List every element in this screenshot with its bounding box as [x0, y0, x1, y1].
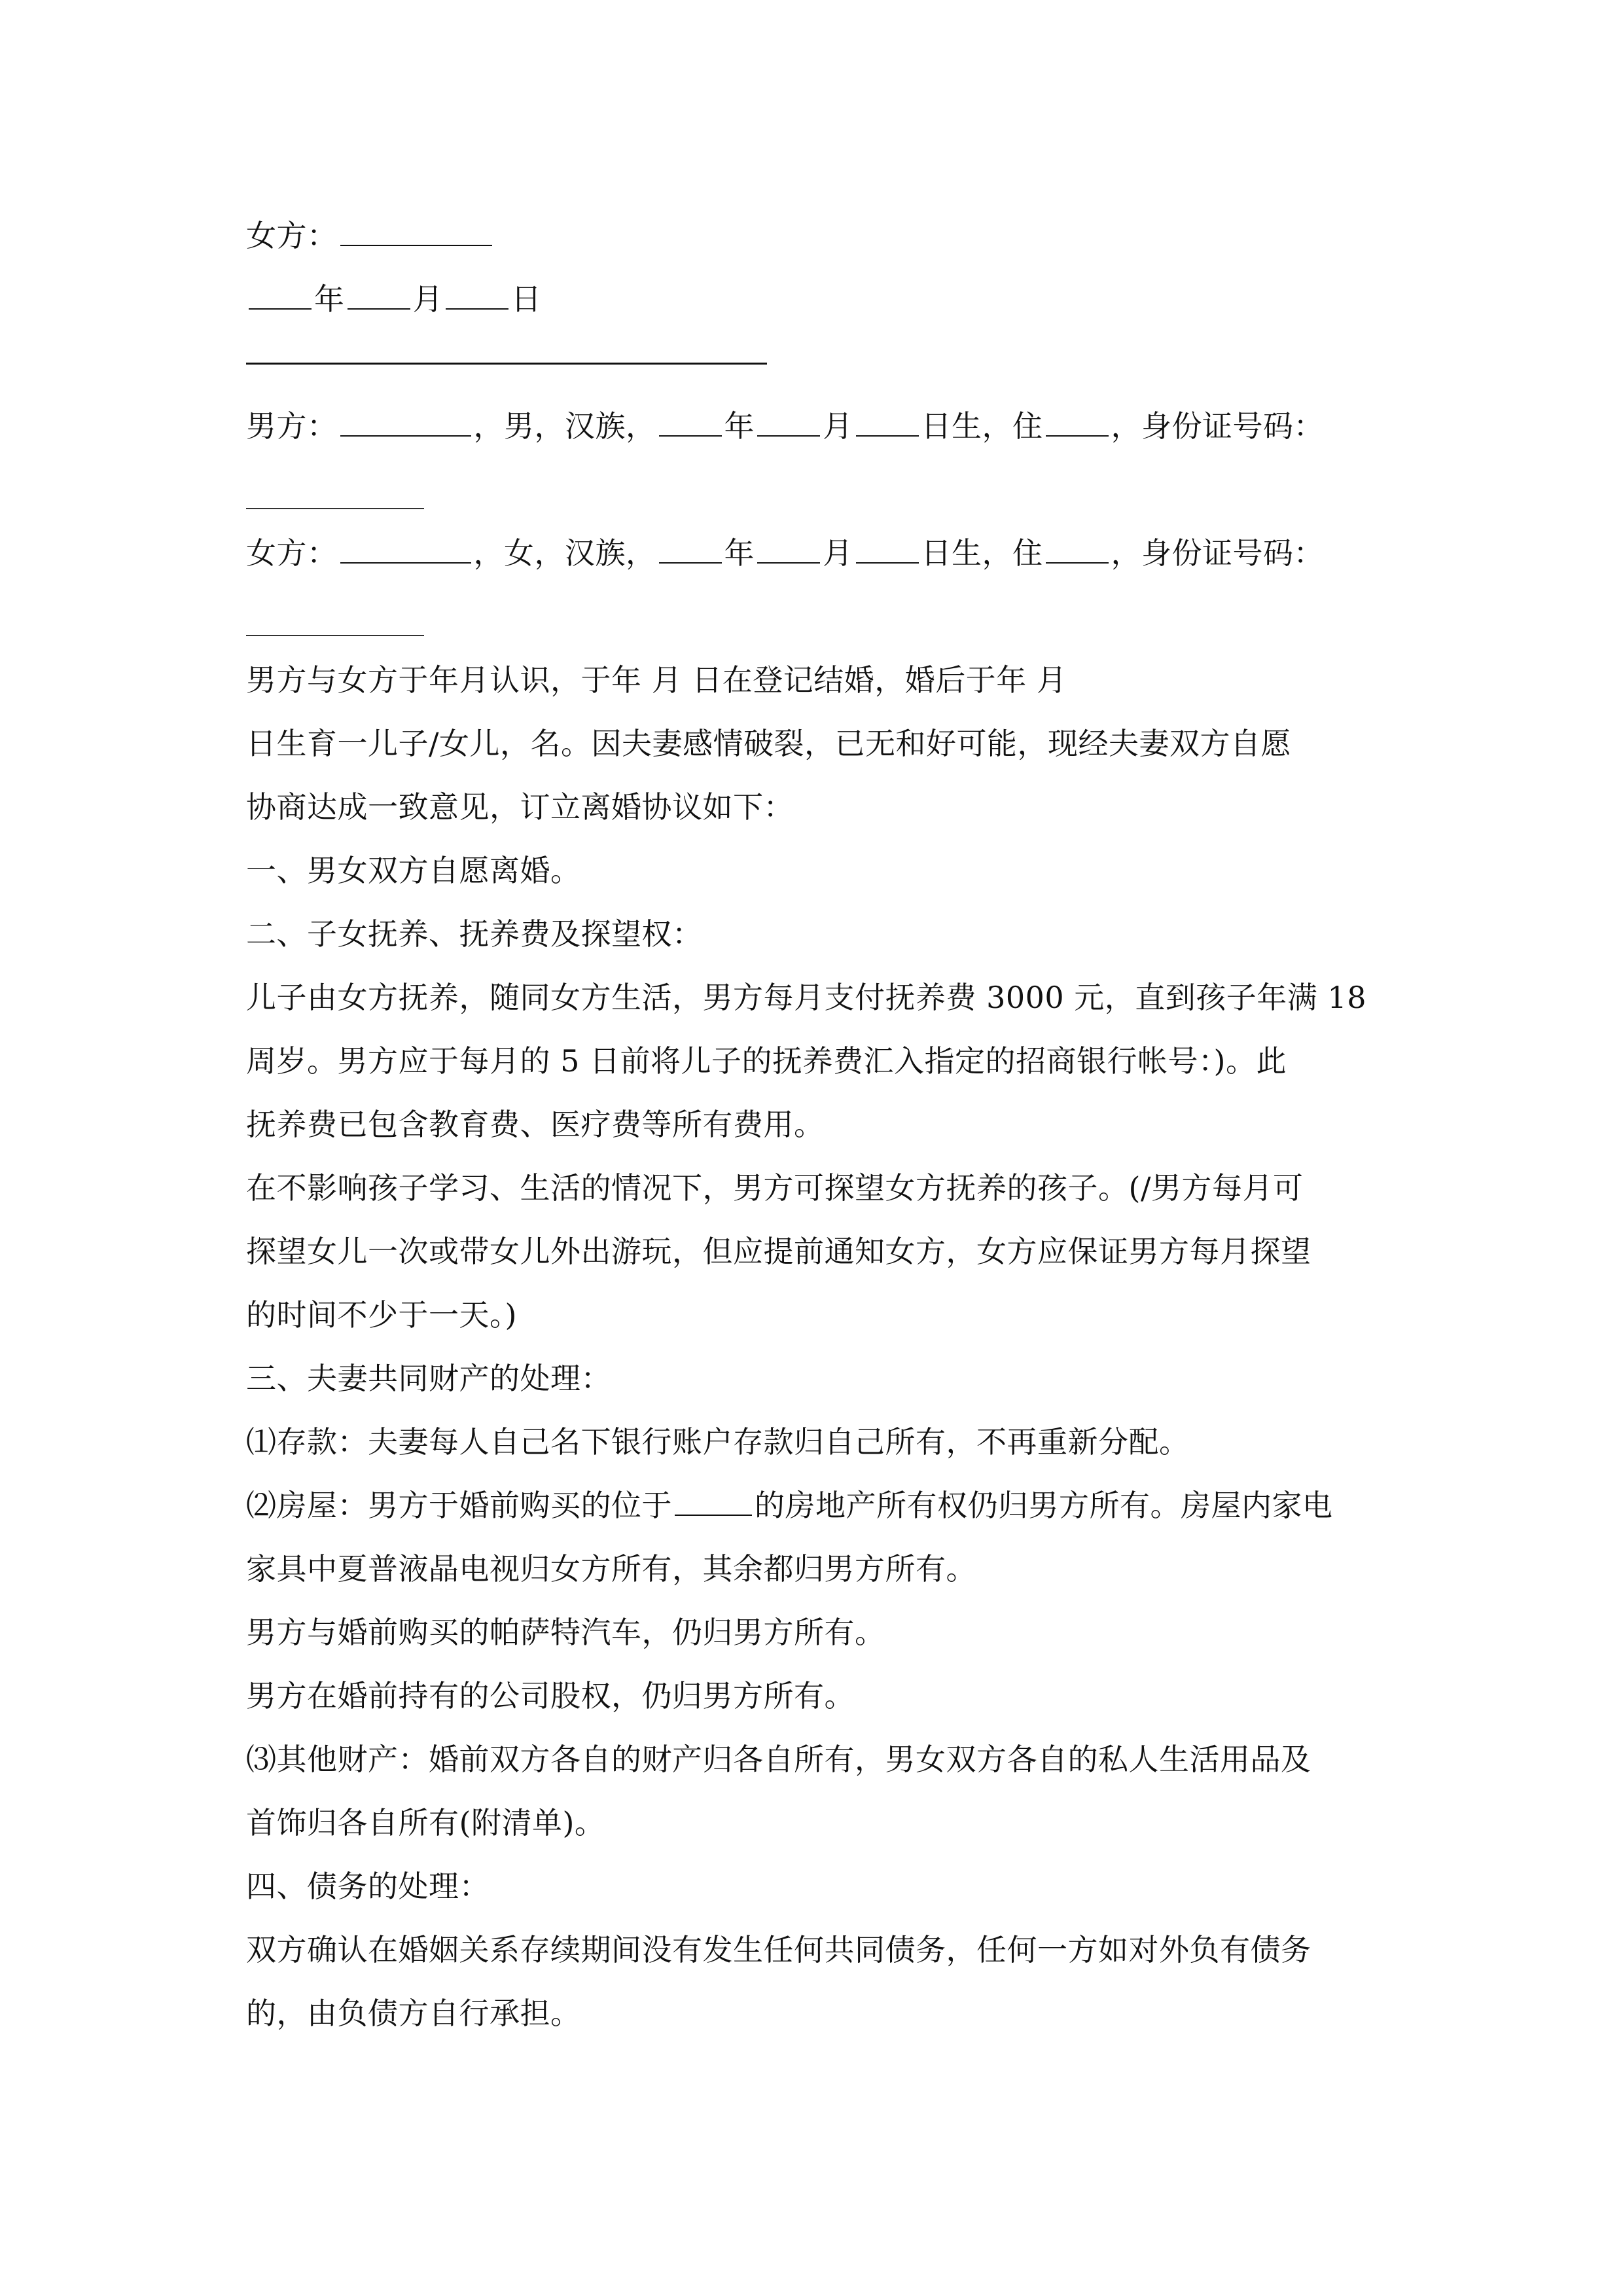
body-line: 的，由负债方自行承担。	[246, 1996, 581, 2031]
day-blank	[446, 282, 508, 310]
female-label: 女方：	[246, 535, 338, 571]
house-clause-end: 的房地产所有权仍归男方所有。房屋内家电	[755, 1488, 1333, 1523]
male-day-blank	[856, 409, 919, 437]
signature-female-line	[246, 204, 1391, 268]
date-line	[246, 268, 1391, 331]
male-id-line	[246, 458, 1391, 522]
section-heading-2: 二、子女抚养、抚养费及探望权：	[246, 916, 703, 952]
male-born: 日生，住	[921, 408, 1043, 444]
body-line: 男方在婚前持有的公司股权，仍归男方所有。	[246, 1678, 855, 1713]
section-heading-4: 四、债务的处理：	[246, 1869, 490, 1904]
body-line: 周岁。男方应于每月的 5 日前将儿子的抚养费汇入指定的招商银行帐号：)。此	[246, 1043, 1287, 1079]
date-day: 日	[511, 281, 542, 317]
body-line	[246, 1474, 1391, 1537]
body-line: 双方确认在婚姻关系存续期间没有发生任何共同债务，任何一方如对外负有债务	[246, 1932, 1311, 1967]
section-heading-1: 一、男女双方自愿离婚。	[246, 853, 581, 888]
body-line: 日生育一儿子/女儿，名。因夫妻感情破裂，已无和好可能，现经夫妻双方自愿	[246, 726, 1291, 761]
body-line: 儿子由女方抚养，随同女方生活，男方每月支付抚养费 3000 元，直到孩子年满 18	[246, 980, 1366, 1015]
body-line: 抚养费已包含教育费、医疗费等所有费用。	[246, 1107, 825, 1142]
male-gender: ，男，汉族，	[473, 408, 656, 444]
male-year: 年	[724, 408, 755, 444]
separator-rule	[246, 363, 767, 365]
female-month-blank	[757, 536, 820, 564]
body-line: 在不影响孩子学习、生活的情况下，男方可探望女方抚养的孩子。(/男方每月可	[246, 1170, 1304, 1206]
male-month: 月	[823, 408, 853, 444]
female-year: 年	[724, 535, 755, 571]
female-gender: ，女，汉族，	[473, 535, 656, 571]
month-blank	[348, 282, 410, 310]
female-address-blank	[1046, 536, 1109, 564]
signature-female-label: 女方：	[246, 218, 338, 253]
female-born: 日生，住	[921, 535, 1043, 571]
body-line: 探望女儿一次或带女儿外出游玩，但应提前通知女方，女方应保证男方每月探望	[246, 1234, 1311, 1269]
female-id-line	[246, 585, 1391, 649]
male-name-blank	[340, 409, 471, 437]
body-line: 男方与婚前购买的帕萨特汽车，仍归男方所有。	[246, 1615, 885, 1650]
document-content	[246, 204, 1391, 2045]
male-address-blank	[1046, 409, 1109, 437]
body-line: 首饰归各自所有(附清单)。	[246, 1805, 605, 1840]
female-id-label: ，身份证号码：	[1111, 535, 1324, 571]
signature-blank	[340, 219, 492, 246]
body-line: ⑴存款：夫妻每人自己名下银行账户存款归自己所有，不再重新分配。	[246, 1424, 1190, 1460]
male-party-line	[246, 395, 1391, 458]
date-year: 年	[314, 281, 345, 317]
separator-line	[246, 331, 1391, 395]
date-month: 月	[412, 281, 443, 317]
body-line: 协商达成一致意见，订立离婚协议如下：	[246, 789, 794, 825]
section-heading-3: 三、夫妻共同财产的处理：	[246, 1361, 611, 1396]
male-label: 男方：	[246, 408, 338, 444]
house-location-blank	[675, 1488, 752, 1516]
house-clause-start: ⑵房屋：男方于婚前购买的位于	[246, 1488, 672, 1523]
female-day-blank	[856, 536, 919, 564]
body-line: 的时间不少于一天。)	[246, 1297, 517, 1333]
male-month-blank	[757, 409, 820, 437]
female-month: 月	[823, 535, 853, 571]
male-year-blank	[659, 409, 722, 437]
male-id-label: ，身份证号码：	[1111, 408, 1324, 444]
body-line: ⑶其他财产：婚前双方各自的财产归各自所有，男女双方各自的私人生活用品及	[246, 1742, 1311, 1777]
female-year-blank	[659, 536, 722, 564]
female-id-blank	[246, 609, 424, 636]
year-blank	[249, 282, 312, 310]
body-line: 男方与女方于年月认识，于年 月 日在登记结婚，婚后于年 月	[246, 662, 1067, 698]
female-name-blank	[340, 536, 471, 564]
body-line: 家具中夏普液晶电视归女方所有，其余都归男方所有。	[246, 1551, 976, 1587]
female-party-line	[246, 522, 1391, 585]
male-id-blank	[246, 482, 424, 509]
